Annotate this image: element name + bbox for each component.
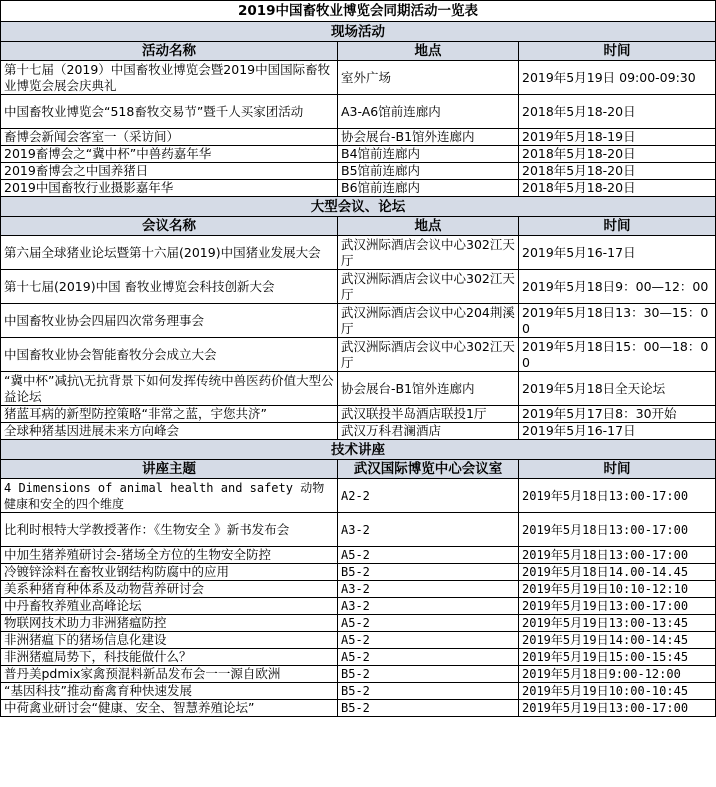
cell-place: 武汉洲际酒店会议中心302江天厅 bbox=[338, 270, 519, 304]
table-row bbox=[1, 406, 716, 423]
table-row bbox=[1, 163, 716, 180]
column-header-time: 时间 bbox=[519, 42, 716, 61]
section-row bbox=[1, 197, 716, 217]
cell-name: 2019畜博会之“冀中杯”中兽药嘉年华 bbox=[1, 146, 338, 163]
cell-place: A2-2 bbox=[338, 479, 519, 513]
table-row bbox=[1, 61, 716, 95]
cell-time: 2019年5月19日14:00-14:45 bbox=[519, 632, 716, 649]
cell-time: 2019年5月18-19日 bbox=[519, 129, 716, 146]
cell-place: A5-2 bbox=[338, 615, 519, 632]
cell-name: 中国畜牧业协会智能畜牧分会成立大会 bbox=[1, 338, 338, 372]
cell-place: A5-2 bbox=[338, 547, 519, 564]
cell-name: 普丹美pdmix家禽预混料新品发布会一一源自欧洲 bbox=[1, 666, 338, 683]
cell-time: 2019年5月19日13:00-17:00 bbox=[519, 598, 716, 615]
cell-name: “基因科技”推动畜禽育种快速发展 bbox=[1, 683, 338, 700]
table-row bbox=[1, 479, 716, 513]
cell-name: 物联网技术助力非洲猪瘟防控 bbox=[1, 615, 338, 632]
cell-time: 2018年5月18-20日 bbox=[519, 146, 716, 163]
table-row bbox=[1, 180, 716, 197]
table-row bbox=[1, 615, 716, 632]
cell-name: 4 Dimensions of animal health and safety 动物健康和安全的四个维度 bbox=[1, 479, 338, 513]
cell-name: 非洲猪瘟下的猪场信息化建设 bbox=[1, 632, 338, 649]
cell-time: 2018年5月18-20日 bbox=[519, 95, 716, 129]
cell-time: 2019年5月18日13：30—15：00 bbox=[519, 304, 716, 338]
cell-name: 美系种猪育种体系及动物营养研讨会 bbox=[1, 581, 338, 598]
column-header-time: 时间 bbox=[519, 460, 716, 479]
table-row bbox=[1, 564, 716, 581]
cell-place: 武汉洲际酒店会议中心204荆溪厅 bbox=[338, 304, 519, 338]
cell-name: 中加生猪养殖研讨会-猪场全方位的生物安全防控 bbox=[1, 547, 338, 564]
cell-place: 协会展台-B1馆外连廊内 bbox=[338, 372, 519, 406]
cell-time: 2018年5月18-20日 bbox=[519, 180, 716, 197]
cell-place: B6馆前连廊内 bbox=[338, 180, 519, 197]
cell-place: B5-2 bbox=[338, 666, 519, 683]
column-header-place: 地点 bbox=[338, 42, 519, 61]
cell-time: 2019年5月19日13:00-17:00 bbox=[519, 700, 716, 717]
cell-place: B5-2 bbox=[338, 700, 519, 717]
table-row bbox=[1, 666, 716, 683]
cell-time: 2019年5月18日13:00-17:00 bbox=[519, 547, 716, 564]
cell-time: 2019年5月19日10:00-10:45 bbox=[519, 683, 716, 700]
column-header-name: 活动名称 bbox=[1, 42, 338, 61]
cell-time: 2018年5月18-20日 bbox=[519, 163, 716, 180]
table-row bbox=[1, 513, 716, 547]
cell-name: 比利时根特大学教授著作：《生物安全 》新书发布会 bbox=[1, 513, 338, 547]
cell-time: 2019年5月16-17日 bbox=[519, 236, 716, 270]
cell-time: 2019年5月18日14.00-14.45 bbox=[519, 564, 716, 581]
cell-place: A3-2 bbox=[338, 581, 519, 598]
table-row bbox=[1, 581, 716, 598]
cell-place: A5-2 bbox=[338, 649, 519, 666]
cell-name: 猪蓝耳病的新型防控策略“非常之蓝，宇您共济” bbox=[1, 406, 338, 423]
cell-place: B4馆前连廊内 bbox=[338, 146, 519, 163]
cell-name: 中丹畜牧养殖业高峰论坛 bbox=[1, 598, 338, 615]
cell-name: 中国畜牧业博览会“518畜牧交易节”暨千人买家团活动 bbox=[1, 95, 338, 129]
cell-name: 第六届全球猪业论坛暨第十六届(2019)中国猪业发展大会 bbox=[1, 236, 338, 270]
cell-place: B5-2 bbox=[338, 683, 519, 700]
section-title: 技术讲座 bbox=[1, 440, 716, 460]
table-row bbox=[1, 236, 716, 270]
cell-place: 武汉联投半岛酒店联投1厅 bbox=[338, 406, 519, 423]
table-row bbox=[1, 700, 716, 717]
column-header-place: 地点 bbox=[338, 217, 519, 236]
table-row bbox=[1, 338, 716, 372]
cell-time: 2019年5月19日13:00-13:45 bbox=[519, 615, 716, 632]
column-header-row bbox=[1, 460, 716, 479]
column-header-name: 讲座主题 bbox=[1, 460, 338, 479]
cell-place: B5-2 bbox=[338, 564, 519, 581]
cell-time: 2019年5月18日9:00-12:00 bbox=[519, 666, 716, 683]
table-row bbox=[1, 304, 716, 338]
cell-time: 2019年5月16-17日 bbox=[519, 423, 716, 440]
title-row bbox=[1, 1, 716, 22]
cell-place: 协会展台-B1馆外连廊内 bbox=[338, 129, 519, 146]
cell-place: A3-2 bbox=[338, 598, 519, 615]
column-header-place: 武汉国际博览中心会议室 bbox=[338, 460, 519, 479]
table-title: 2019中国畜牧业博览会同期活动一览表 bbox=[1, 1, 716, 22]
table-row bbox=[1, 270, 716, 304]
cell-name: 冷镀锌涂料在畜牧业钢结构防腐中的应用 bbox=[1, 564, 338, 581]
cell-place: 室外广场 bbox=[338, 61, 519, 95]
column-header-time: 时间 bbox=[519, 217, 716, 236]
section-title: 大型会议、论坛 bbox=[1, 197, 716, 217]
cell-place: B5馆前连廊内 bbox=[338, 163, 519, 180]
cell-place: A3-A6馆前连廊内 bbox=[338, 95, 519, 129]
column-header-row bbox=[1, 217, 716, 236]
table-row bbox=[1, 683, 716, 700]
table-row bbox=[1, 649, 716, 666]
section-title: 现场活动 bbox=[1, 22, 716, 42]
section-row bbox=[1, 440, 716, 460]
cell-place: 武汉洲际酒店会议中心302江天厅 bbox=[338, 338, 519, 372]
cell-place: A5-2 bbox=[338, 632, 519, 649]
cell-name: 2019中国畜牧行业摄影嘉年华 bbox=[1, 180, 338, 197]
cell-name: “冀中杯”减抗\无抗背景下如何发挥传统中兽医药价值大型公益论坛 bbox=[1, 372, 338, 406]
cell-name: 全球种猪基因进展未来方向峰会 bbox=[1, 423, 338, 440]
section-row bbox=[1, 22, 716, 42]
cell-name: 2019畜博会之中国养猪日 bbox=[1, 163, 338, 180]
cell-name: 第十七届(2019)中国 畜牧业博览会科技创新大会 bbox=[1, 270, 338, 304]
cell-place: 武汉万科君澜酒店 bbox=[338, 423, 519, 440]
table-row bbox=[1, 129, 716, 146]
cell-time: 2019年5月17日8：30开始 bbox=[519, 406, 716, 423]
table-row bbox=[1, 547, 716, 564]
table-row bbox=[1, 95, 716, 129]
cell-time: 2019年5月18日13:00-17:00 bbox=[519, 479, 716, 513]
cell-name: 非洲猪瘟局势下，科技能做什么？ bbox=[1, 649, 338, 666]
cell-place: A3-2 bbox=[338, 513, 519, 547]
cell-time: 2019年5月18日13:00-17:00 bbox=[519, 513, 716, 547]
cell-name: 中国畜牧业协会四届四次常务理事会 bbox=[1, 304, 338, 338]
column-header-row bbox=[1, 42, 716, 61]
cell-time: 2019年5月18日9：00—12：00 bbox=[519, 270, 716, 304]
column-header-name: 会议名称 bbox=[1, 217, 338, 236]
cell-name: 中荷禽业研讨会“健康、安全、智慧养殖论坛” bbox=[1, 700, 338, 717]
table-row bbox=[1, 632, 716, 649]
cell-time: 2019年5月19日10:10-12:10 bbox=[519, 581, 716, 598]
table-row bbox=[1, 146, 716, 163]
table-row bbox=[1, 598, 716, 615]
cell-time: 2019年5月19日 09:00-09:30 bbox=[519, 61, 716, 95]
cell-name: 第十七届（2019）中国畜牧业博览会暨2019中国国际畜牧业博览会展会庆典礼 bbox=[1, 61, 338, 95]
cell-place: 武汉洲际酒店会议中心302江天厅 bbox=[338, 236, 519, 270]
table-row bbox=[1, 423, 716, 440]
cell-time: 2019年5月18日全天论坛 bbox=[519, 372, 716, 406]
table-row bbox=[1, 372, 716, 406]
cell-time: 2019年5月18日15：00—18：00 bbox=[519, 338, 716, 372]
cell-name: 畜博会新闻会客室一（采访间） bbox=[1, 129, 338, 146]
cell-time: 2019年5月19日15:00-15:45 bbox=[519, 649, 716, 666]
